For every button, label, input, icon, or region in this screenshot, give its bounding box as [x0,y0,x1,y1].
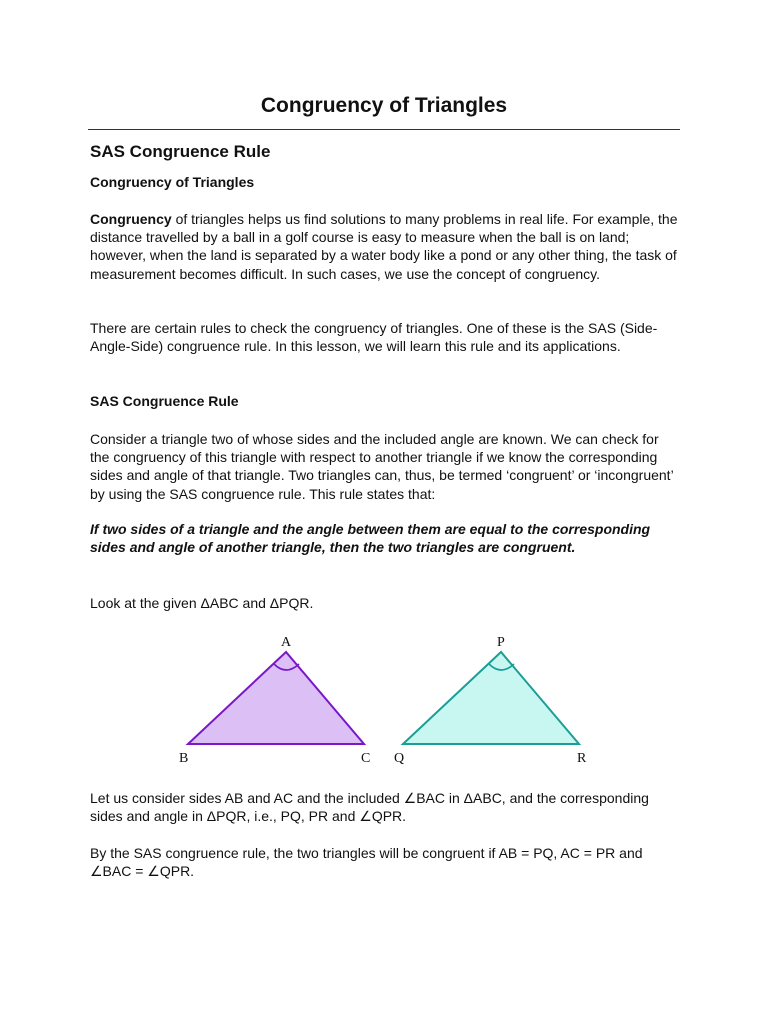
label-c: C [361,751,371,766]
paragraph-congruency-text: of triangles helps us find solutions to many problems in real life. For example, the distance travelled by a ball in a golf course is easy to measure when the ball is on land; however, when the land is separated by a water body like a pond or any other thing, the task of measurement becomes difficult. In such cases, we use the concept of congruency. [90,211,678,282]
paragraph-look-at: Look at the given ΔABC and ΔPQR. [90,595,314,611]
paragraph-rules-intro: There are certain rules to check the congruency of triangles. One of these is the SAS (Side-Angle-Side) congruence rule. In this lesson, we will learn this rule and its applications. [90,320,658,355]
subheading-sas-rule: SAS Congruence Rule [90,393,239,409]
section-heading: SAS Congruence Rule [90,142,271,161]
subheading-congruency: Congruency of Triangles [90,174,255,190]
paragraph-sas-conclusion: By the SAS congruence rule, the two triangles will be congruent if AB = PQ, AC = PR and ∠BAC = ∠QPR. [90,845,643,880]
term-congruency: Congruency [90,211,172,227]
page-title: Congruency of Triangles [260,94,508,117]
paragraph-consider-sides: Let us consider sides AB and AC and the included ∠BAC in ΔABC, and the corresponding sides and angle in ΔPQR, i.e., PQ, PR and ∠QPR. [90,790,649,825]
label-a: A [281,635,292,650]
paragraph-sas-explanation: Consider a triangle two of whose sides and the included angle are known. We can check for the congruency of this triangle with respect to another triangle if we know the corresponding sides and angle of that triangle. Two triangles can, thus, be termed ‘congruent’ or ‘incongruent’ by using the SAS congruence rule. This rule states that: [90,431,674,502]
label-p: P [497,635,505,650]
label-b: B [179,751,189,766]
sas-rule-statement: If two sides of a triangle and the angle between them are equal to the corresponding sides and angle of another triangle, then the two triangles are congruent. [90,521,651,556]
label-r: R [577,751,587,766]
label-q: Q [394,751,405,766]
